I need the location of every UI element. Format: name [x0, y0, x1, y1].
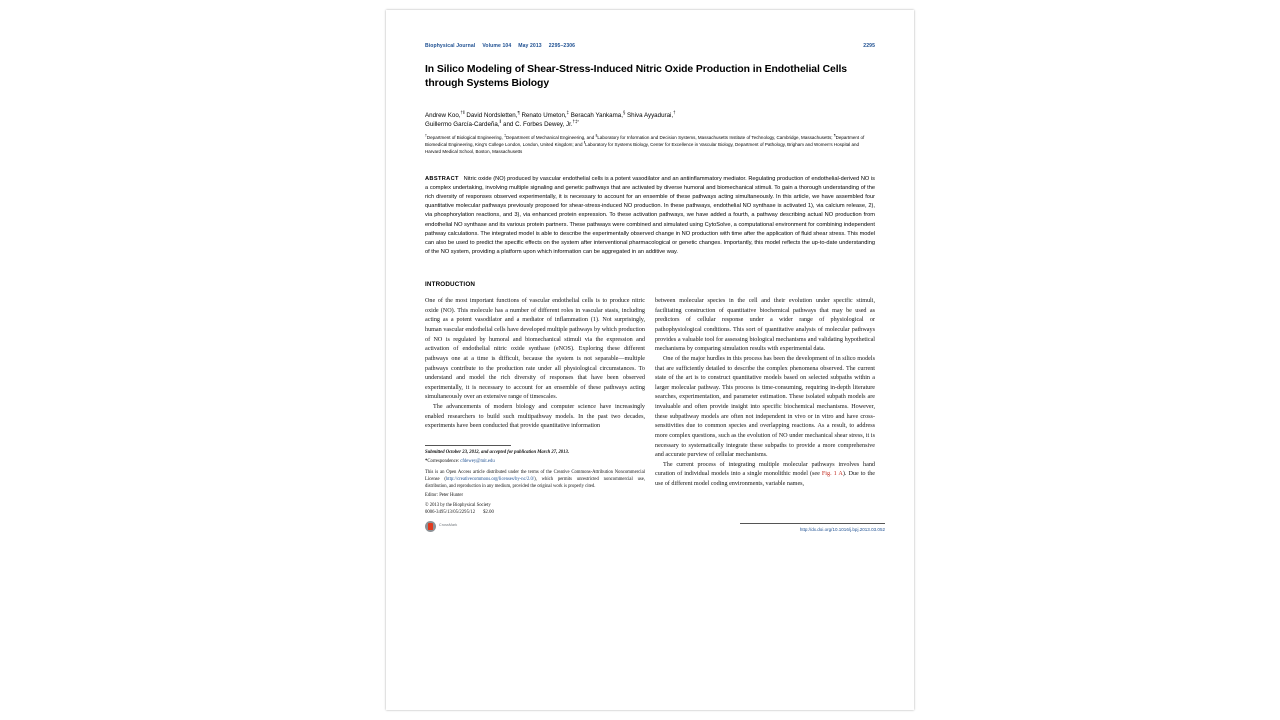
- author-list: [425, 111, 875, 130]
- crossmark-label: CrossMark: [439, 523, 458, 528]
- affil-text: Department of Biomedical Engineering, King's College London, London, United Kingdom; and: [425, 135, 865, 148]
- journal-name: Biophysical Journal: [425, 43, 476, 49]
- author-affil-marker: †: [673, 109, 676, 115]
- correspondence-email[interactable]: cfdewey@mit.edu: [460, 458, 495, 464]
- license-url-link[interactable]: http://creativecommons.org/licenses/by-nc/2.0/: [445, 476, 535, 482]
- affil-marker: §: [595, 133, 598, 138]
- masthead-citation: [425, 43, 582, 49]
- affil-marker: ¶: [833, 133, 836, 138]
- journal-masthead: [425, 43, 875, 49]
- abstract-label: ABSTRACT: [425, 175, 459, 182]
- author-name: David Nordsletten,: [464, 111, 518, 119]
- footnote-rule: [425, 445, 511, 446]
- issn-line: [425, 510, 645, 517]
- correspondence-label: Correspondence:: [427, 458, 461, 464]
- affil-marker: ‖: [583, 140, 586, 145]
- paragraph: One of the most important functions of vascular endothelial cells is to produce nitric oxide (NO). This molecule has a number of different roles in vascular stasis, including acting as a potent vasodilator and a mediator of inflammation (1). Not surprisingly, human vascular endothelial cells have developed multiple pathways by which production of NO is regulated by humoral and biomechanical stimuli via the expression and activation of endothelial nitric oxide synthase (eNOS). Exploring these different pathways one at a time is difficult, because the system is not separable—multiple pathways contribute to the production rate under all physiological circumstances. To understand and model the rich diversity of responses that have been observed experimentally, it is necessary to account for an ensemble of these pathways acting simultaneously over an extensive range of timescales.: [425, 298, 645, 401]
- author-affil-marker: ¶: [517, 109, 520, 115]
- section-heading-introduction: INTRODUCTION: [425, 281, 476, 289]
- paragraph-text-before: The current process of integrating multiple molecular pathways involves hand curation of individual models into a single monolithic model (see: [655, 461, 875, 478]
- intro-left-text: [425, 297, 645, 432]
- correspondence-marker: *: [425, 458, 428, 464]
- doi-link[interactable]: http://dx.doi.org/10.1016/j.bpj.2013.03.052: [799, 526, 885, 532]
- author-name: Andrew Koo,: [425, 111, 461, 119]
- affil-text: Department of Mechanical Engineering, and: [506, 135, 596, 141]
- affiliations: [425, 135, 875, 155]
- footnote-block: [425, 450, 645, 532]
- license-text-after: ), which permits unrestricted noncommercial use, distribution, and reproduction in any medium, provided the original work is properly cited.: [425, 476, 646, 489]
- affil-text: Laboratory for Information and Decision Systems, Massachusetts Institute of Technology, Cambridge, Massachusetts;: [597, 135, 834, 141]
- paragraph-text-after: ). Due to the use of different model coding environments, variable names,: [655, 471, 876, 488]
- author-affil-marker: ‖: [499, 118, 502, 124]
- crossmark-badge[interactable]: [425, 521, 645, 532]
- paragraph: [655, 461, 875, 490]
- document-page: [386, 10, 914, 710]
- journal-volume: Volume 104: [482, 43, 512, 49]
- author-name: Shiva Ayyadurai,: [625, 111, 674, 119]
- article-title: In Silico Modeling of Shear-Stress-Induced Nitric Oxide Production in Endothelial Cells through Systems Biology: [425, 64, 847, 89]
- paragraph: between molecular species in the cell and their evolution under specific stimuli, facilitating construction of quantitative biochemical pathways that may be used as predictors of cellular response under a wider range of physiological or pathophysiological conditions. This sort of quantitative analysis of molecular pathways provides a valuable tool for assessing biological mechanisms and validating hypothetical mechanisms by comparing simulation results with experimental data.: [655, 298, 875, 353]
- two-column-body: [425, 297, 885, 532]
- author-name: Beracah Yankama,: [569, 111, 623, 119]
- affil-text: Department of Biological Engineering,: [426, 135, 505, 141]
- author-name: and C. Forbes Dewey, Jr.: [501, 120, 573, 128]
- license-text-before: This is an Open Access article distributed under the terms of the Creative Commons-Attribution Noncommercial License (: [425, 469, 645, 482]
- issn-code: 0006-3495/13/05/2295/12: [425, 509, 476, 515]
- editor-line: Editor: Peter Hunter: [425, 492, 464, 498]
- crossmark-icon-inner: [428, 523, 432, 530]
- license-statement: [425, 470, 645, 491]
- intro-right-text: [655, 297, 875, 490]
- page-content: [425, 43, 885, 532]
- author-affil-marker: †‡*: [572, 118, 579, 124]
- paragraph: One of the major hurdles in this process has been the development of in silico models that are sufficiently detailed to describe the complex phenomena observed. The current state of the art is to construct quantitative models based on selected subpaths within a larger molecular pathway. This process is time-consuming, requiring in-depth literature searches, experimentation, and parameter estimation. These isolated subpath models are invaluable and often provide insight into specific biochemical mechanisms. However, these subpathway models are often not independent in vivo or in vitro and have cross-sensitivities due to common species and overlapping reactions. As a result, to address more complex questions, such as the evolution of NO under mechanical shear stress, it is necessary to systematically integrate these subpaths to provide a more comprehensive and accurate purview of cellular mechanisms.: [655, 355, 875, 459]
- doi-rule: [740, 523, 885, 524]
- paragraph: The advancements of modern biology and computer science have increasingly enabled researchers to build such multipathway models. In the past two decades, experiments have been conducted that provide quantitative information: [425, 404, 645, 430]
- doi-block: [665, 523, 885, 532]
- affil-text: Laboratory for Systems Biology, Center for Excellence in Vascular Biology, Department of Pathology, Brigham and Women's Hospital and Harvard Medical School, Boston, Massachusetts: [425, 142, 860, 154]
- author-affil-marker: †‖: [460, 109, 465, 115]
- submission-dates: Submitted October 23, 2012, and accepted for publication March 27, 2013.: [425, 449, 570, 455]
- issn-price: $2.00: [483, 509, 494, 515]
- author-name: Renato Umeton,: [519, 111, 567, 119]
- journal-pages: 2295–2306: [548, 43, 576, 49]
- correspondence-line: [425, 459, 645, 466]
- affil-marker: †: [425, 133, 427, 138]
- figure-cross-reference[interactable]: Fig. 1 A: [821, 471, 843, 478]
- page-folio: 2295: [863, 43, 875, 49]
- crossmark-icon: [425, 521, 436, 532]
- affil-marker: ‡: [504, 133, 506, 138]
- author-affil-marker: ‡: [566, 109, 569, 115]
- author-affil-marker: §: [622, 109, 626, 115]
- column-right: [655, 297, 875, 531]
- copyright-line: © 2013 by the Biophysical Society: [425, 502, 491, 508]
- abstract: [425, 175, 875, 257]
- abstract-text: Nitric oxide (NO) produced by vascular endothelial cells is a potent vasodilator and an antiinflammatory mediator. Regulating production of endothelial-derived NO is a complex undertaking, involving multiple signaling and genetic pathways that are activated by diverse humoral and biomechanical stimuli. To gain a thorough understanding of the rich diversity of responses observed experimentally, it is necessary to account for an ensemble of these pathways acting simultaneously. In this article, we have assembled four quantitative molecular pathways previously proposed for shear-stress-induced NO production. In these pathways, endothelial NO synthase is activated 1), via calcium release, 2), via phosphorylation reactions, and 3), via enhanced protein expression. To these activation pathways, we have added a fourth, a pathway describing actual NO production from endothelial NO synthase and its various protein partners. These pathways were combined and simulated using CytoSolve, a computational environment for combining independent pathway calculations. The integrated model is able to describe the experimentally observed change in NO production with time after the application of fluid shear stress. This model can also be used to predict the specific effects on the system after interventional pharmacological or genetic changes. Importantly, this model reflects the up-to-date understanding of the NO system, providing a platform upon which information can be aggregated in an additive way.: [425, 175, 875, 255]
- column-left: [425, 297, 645, 531]
- author-name: Guillermo García-Cardeña,: [425, 120, 500, 128]
- journal-date: May 2013: [518, 43, 542, 49]
